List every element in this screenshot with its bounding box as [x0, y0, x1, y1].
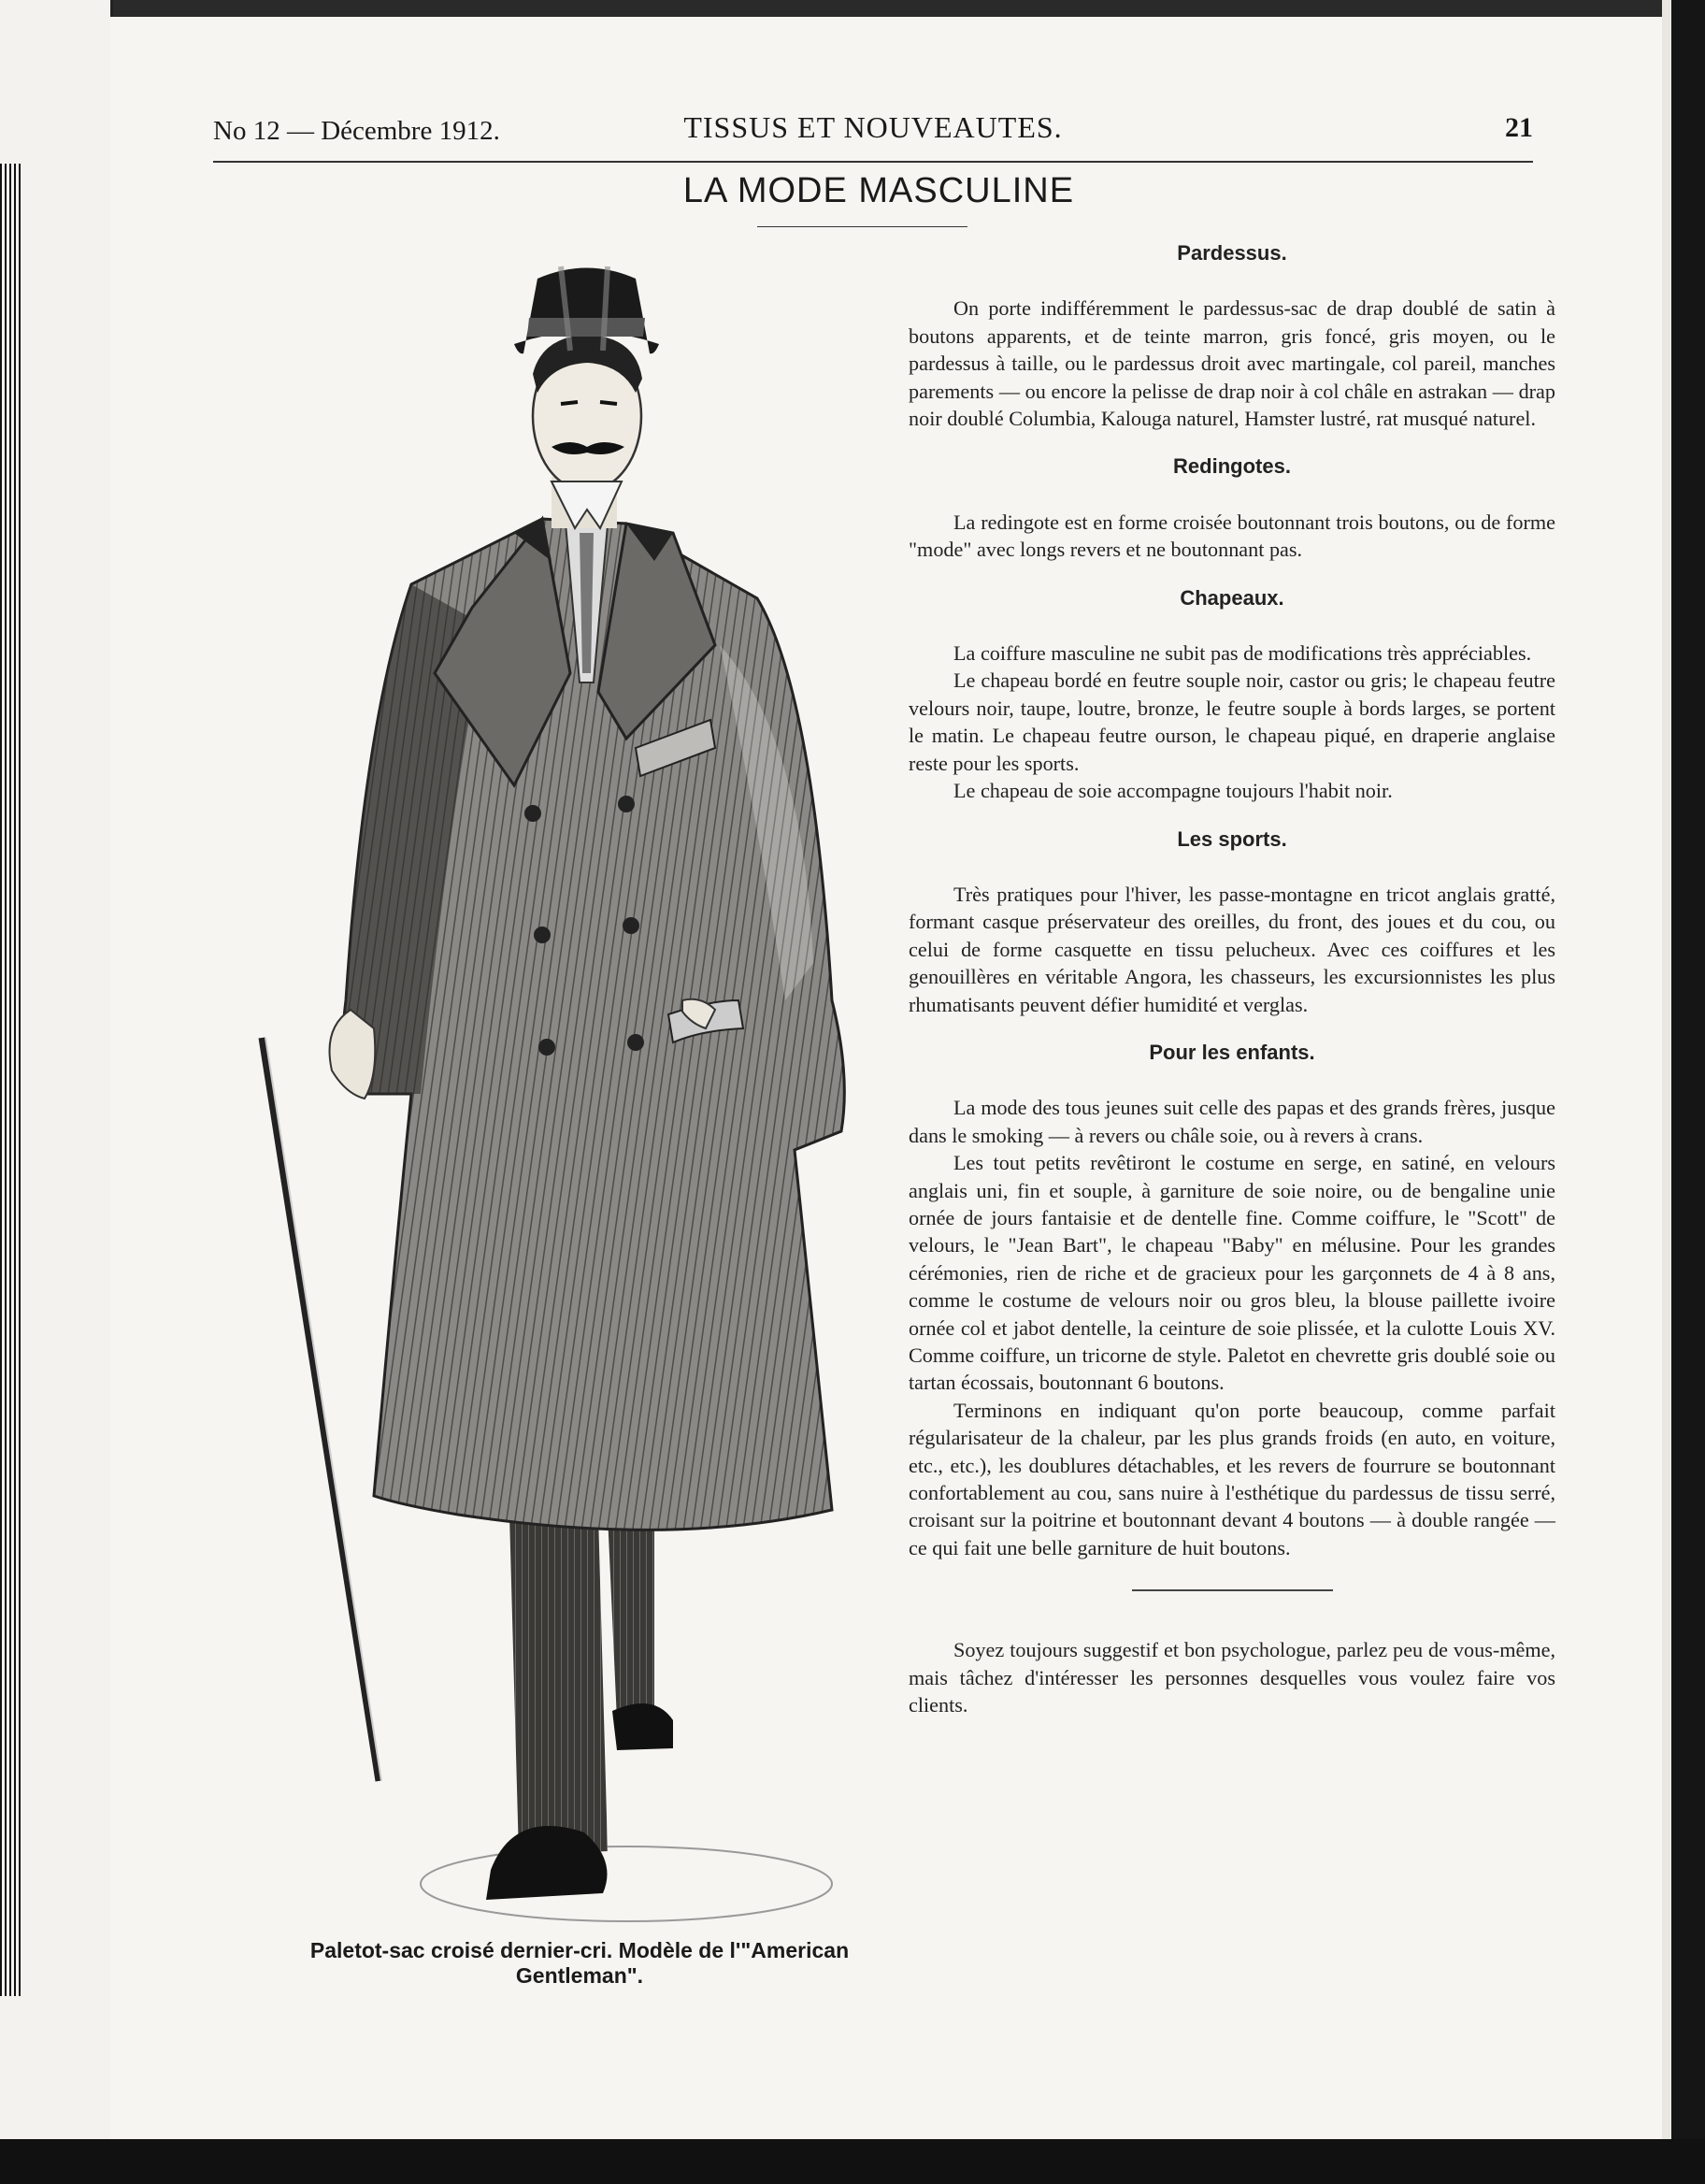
section-sports	[909, 826, 1555, 1018]
section-divider	[1132, 1589, 1333, 1591]
section-heading: Redingotes.	[1173, 454, 1291, 479]
paragraph: Le chapeau bordé en feutre souple noir, castor ou gris; le chapeau feutre velours noir, taupe, loutre, bronze, le feutre souple à bords larges, se portent le matin. Le chapeau feutre ourson, le chapeau piqué, en draperie anglaise reste pour les sports.	[909, 668, 1555, 775]
section-heading: Pardessus.	[1177, 241, 1287, 265]
page-bottom-edge	[0, 2139, 1705, 2184]
paragraph: Terminons en indiquant qu'on porte beaucoup, comme parfait régularisateur de la chaleur, par les plus grands froids (en auto, en voiture, etc., etc.), les doublures détachables, et les revers de fourrure se boutonnant confortablement au cou, sans nuire à l'esthétique du pardessus de tissu serré, croisant sur la poitrine et boutonnant devant 4 boutons — à double rangée — ce qui fait une belle garniture de huit boutons.	[909, 1398, 1555, 1559]
caption-line-2: Gentleman".	[515, 1963, 644, 1988]
paragraph: Le chapeau de soie accompagne toujours l'habit noir.	[953, 779, 1393, 803]
paragraph: Les tout petits revêtiront le costume en serge, en satiné, en velours anglais uni, fin et souple, à garniture de soie noire, ou de bengaline unie ornée de jours fantaisie et de dentelle fine. Comme coiffure, le "Scott" de velours, le "Jean Bart", le chapeau "Baby" en mélusine. Pour les grandes cérémonies, rien de riche et de gracieux pour les garçonnets de 4 à 8 ans, comme le costume de velours noir ou gros bleu, la blouse paillette ivoire ornée col et jabot dentelle, la ceinture de soie plissée, et la culotte Louis XV. Comme coiffure, un tricorne de style. Paletot en chevrette gris doublé soie ou tartan écossais, boutonnant 6 boutons.	[909, 1151, 1555, 1395]
page-right-edge	[1662, 0, 1705, 2184]
article-text-column	[909, 234, 1555, 1718]
shoe-back	[612, 1703, 673, 1750]
section-pardessus	[909, 239, 1555, 432]
caption-line-1: Paletot-sac croisé dernier-cri. Modèle de l'"American	[309, 1938, 850, 1962]
shoe-front	[486, 1826, 608, 1900]
paragraph: La redingote est en forme croisée boutonnant trois boutons, ou de forme "mode" avec longs revers et ne boutonnant pas.	[909, 510, 1555, 562]
issue-date: No 12 — Décembre 1912.	[213, 116, 500, 146]
illustration-caption	[262, 1938, 897, 1989]
section-heading: Chapeaux.	[1180, 585, 1284, 610]
paragraph: Très pratiques pour l'hiver, les passe-montagne en tricot anglais gratté, formant casque préservateur des oreilles, du front, des joues et du cou, ou celui de forme casquette en tissu pelucheux. Avec ces coiffures et les genouillères en véritable Angora, les chasseurs, les excursionnistes les plus rhumatisants peuvent défier humidité et verglas.	[909, 882, 1555, 1016]
floor-shadow	[421, 1846, 832, 1921]
paragraph: La mode des tous jeunes suit celle des papas et des grands frères, jusque dans le smoking — à revers ou châle soie, ou à revers à crans.	[909, 1096, 1555, 1147]
facing-page-edge	[0, 0, 113, 2150]
trousers	[509, 1515, 608, 1856]
page-number: 21	[1505, 112, 1533, 143]
header-rule	[213, 161, 1533, 163]
section-heading: Pour les enfants.	[1149, 1040, 1315, 1064]
running-header	[213, 110, 1533, 157]
section-heading: Les sports.	[1177, 826, 1287, 851]
article-title: LA MODE MASCULINE	[682, 171, 1075, 210]
section-redingotes	[909, 453, 1555, 563]
left-hand	[330, 1010, 376, 1099]
section-enfants	[909, 1039, 1555, 1561]
section-chapeaux	[909, 584, 1555, 805]
cane	[262, 1038, 379, 1781]
title-underline	[757, 226, 967, 227]
paragraph: La coiffure masculine ne subit pas de modifications très appréciables.	[953, 641, 1532, 666]
closing-paragraph: Soyez toujours suggestif et bon psychologue, parlez peu de vous-même, mais tâchez d'intéresser les personnes desquelles vous voulez faire vos clients.	[909, 1638, 1555, 1717]
journal-name: TISSUS ET NOUVEAUTES.	[683, 110, 1063, 144]
facing-page-border-pattern	[0, 164, 22, 1996]
gentleman-overcoat-illustration	[234, 252, 869, 1935]
paragraph: On porte indifféremment le pardessus-sac de drap doublé de satin à boutons apparents, et de teinte marron, gris foncé, gris moyen, ou le pardessus à taille, ou le pardessus droit avec martingale, col pareil, manches parements — ou encore la pelisse de drap noir à col châle en astrakan — drap noir doublé Columbia, Kalouga naturel, Hamster lustré, rat musqué naturel.	[909, 296, 1555, 431]
illustration	[234, 252, 869, 1935]
